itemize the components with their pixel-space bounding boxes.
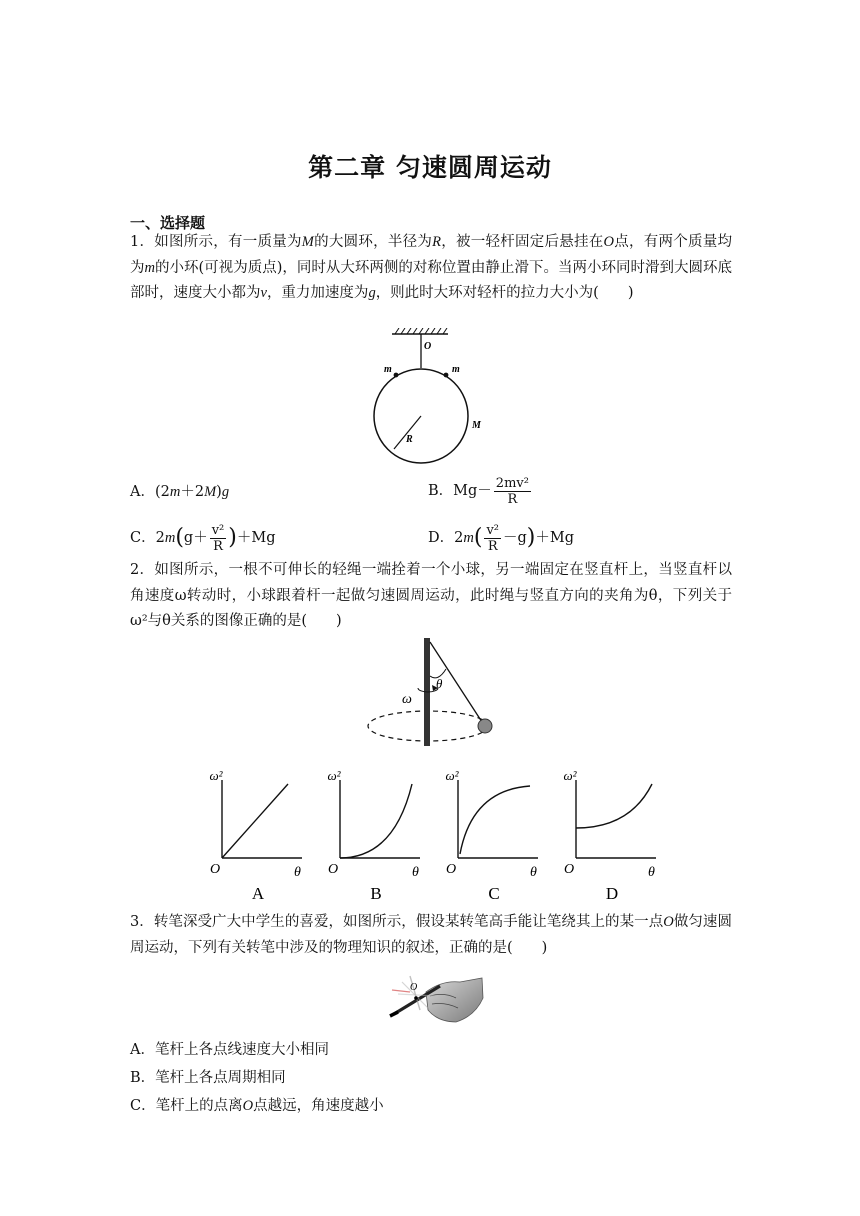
q1-label-r: R [406, 434, 413, 445]
q2-graph-xlabel: θ [648, 865, 655, 880]
q2-graph-d [563, 768, 656, 903]
q3-label-o: O [410, 982, 418, 993]
q1-option-d: D．2m( $\frac{\text{v²}}{R}$ －g)＋Mg [428, 522, 575, 554]
q1-label-o: O [424, 341, 432, 352]
q2-graph-options [196, 768, 674, 906]
question-1-text: 1．如图所示，有一质量为M的大圆环，半径为R，被一轻杆固定后悬挂在O点，有两个质量均为m的小环(可视为质点)，同时从大环两侧的对称位置由静止滑下。当两小环同时滑到大圆环底部时，速度大小都为v，重力加速度为g，则此时大环对轻杆的拉力大小为( ) [130, 234, 733, 301]
q2-graph-letter: B [370, 884, 382, 903]
q1-option-d-prefix: D．2m [428, 530, 474, 546]
q2-graph-ylabel: ω² [563, 768, 577, 783]
q1-option-b-fraction [494, 476, 531, 507]
q2-graph-origin: O [564, 862, 575, 877]
q1-option-c-den: R [213, 538, 223, 554]
q2-graph-ylabel: ω² [209, 768, 223, 783]
q2-graph-curve [222, 784, 288, 858]
question-2-text: 2．如图所示，一根不可伸长的轻绳一端拴着一个小球，另一端固定在竖直杆上，当竖直杆以角速度ω转动时，小球跟着杆一起做匀速圆周运动，此时绳与竖直方向的夹角为θ，下列关于ω²与θ关系的图像正确的是( ) [130, 562, 732, 629]
q2-graph-xlabel: θ [294, 865, 301, 880]
q1-label-m-right: m [452, 364, 460, 375]
section-heading: 一、选择题 [130, 214, 206, 232]
q1-option-b-den: R [507, 491, 518, 507]
q2-graph-curve [340, 784, 412, 858]
q2-graph-letter: D [605, 884, 619, 903]
q2-graph-origin: O [328, 862, 339, 877]
q3-option-c: C．笔杆上的点离O点越远，角速度越小 [130, 1098, 384, 1114]
q1-option-b-prefix: B．Mg－ [428, 483, 492, 499]
q2-label-theta: θ [436, 676, 443, 691]
q1-option-c-fraction [210, 523, 227, 554]
q3-pen-spin-figure [380, 968, 484, 1028]
q1-option-d-suffix: ＋Mg [535, 530, 575, 546]
q2-graph-c [445, 768, 538, 903]
question-3-text: 3．转笔深受广大中学生的喜爱，如图所示，假设某转笔高手能让笔绕其上的某一点O做匀速圆周运动，下列有关转笔中涉及的物理知识的叙述，正确的是( ) [130, 914, 732, 956]
q2-graph-curve [460, 786, 530, 854]
q2-graph-origin: O [446, 862, 457, 877]
q2-graph-xlabel: θ [530, 865, 537, 880]
q2-graph-curve [576, 784, 652, 828]
q1-label-big-m: M [472, 420, 481, 431]
q1-option-a: A．(2m＋2M)g [130, 484, 230, 500]
q2-graph-ylabel: ω² [327, 768, 341, 783]
q2-graph-letter: C [488, 884, 500, 903]
q2-label-omega: ω [402, 692, 412, 707]
q2-pendulum-figure [362, 636, 502, 750]
q1-option-c-inner: g＋ [183, 530, 208, 546]
q2-graph-a [209, 768, 302, 903]
q1-option-d-inner: －g [503, 530, 527, 546]
q2-graph-xlabel: θ [412, 865, 419, 880]
q1-option-b-num: 2mv² [495, 475, 529, 491]
q1-option-d-fraction [484, 523, 501, 554]
q1-label-m-left: m [384, 364, 392, 375]
q1-option-d-num: v² [486, 522, 499, 538]
q1-option-c-suffix: ＋Mg [236, 530, 276, 546]
q1-option-b [428, 474, 533, 508]
q3-option-b: B．笔杆上各点周期相同 [130, 1070, 286, 1086]
q1-option-c: C．2m(g＋ $\frac{\text{v²}}{R}$ )＋Mg [130, 522, 276, 554]
q2-graph-ylabel: ω² [445, 768, 459, 783]
q1-option-c-num: v² [211, 522, 225, 538]
page-title: 第二章 匀速圆周运动 [308, 153, 552, 182]
q2-graph-letter: A [251, 884, 265, 903]
q1-option-c-prefix: C．2m [130, 530, 176, 546]
q1-ring-figure [366, 328, 496, 464]
q1-option-d-den: R [487, 538, 498, 554]
q2-graph-b [327, 768, 420, 903]
q3-option-a: A．笔杆上各点线速度大小相同 [130, 1042, 329, 1058]
q2-graph-origin: O [210, 862, 221, 877]
